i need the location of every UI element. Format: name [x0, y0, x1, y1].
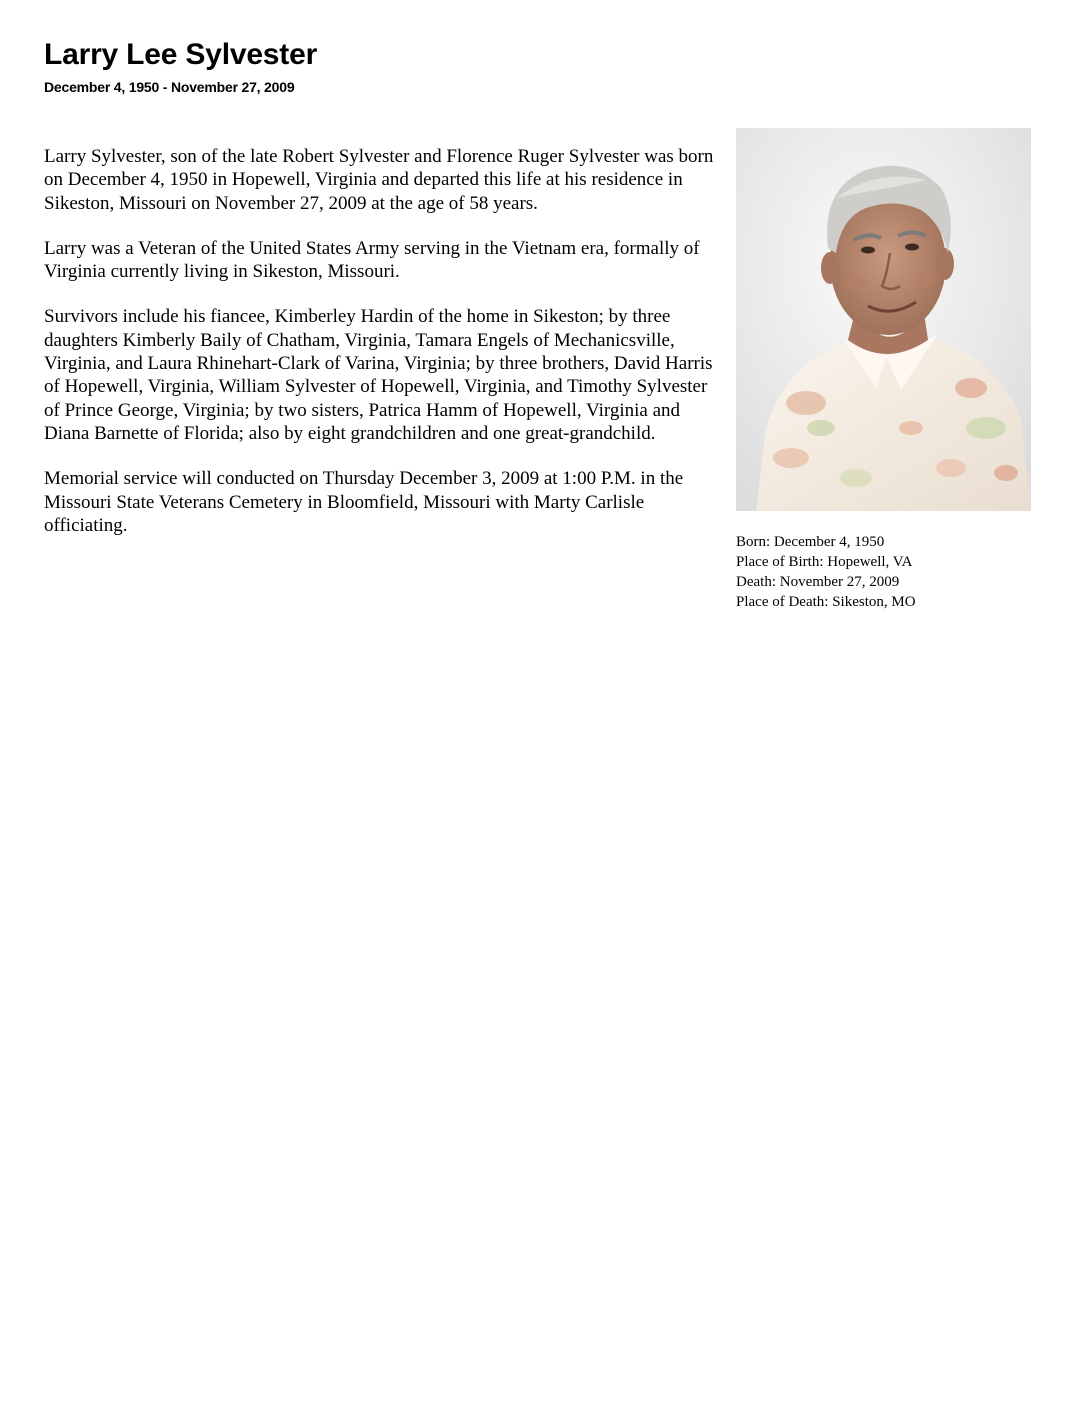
fact-born: Born: December 4, 1950 [736, 534, 885, 550]
fact-place-of-birth: Place of Birth: Hopewell, VA [736, 554, 913, 570]
fact-place-of-death: Place of Death: Sikeston, MO [736, 594, 916, 610]
obituary-paragraph-survivors: Survivors include his fiancee, Kimberley Hardin of the home in Sikeston; by three daughters Kimberly Baily of Chatham, Virginia, Tamara Engels of Mechanicsville, Virginia, and Laura Rhinehart-Clark of Varina, Virginia; by three brothers, David Harris of Hopewell, Virginia, William Sylvester of Hopewell, Virginia, and Timothy Sylvester of Prince George, Virginia; by two sisters, Patrica Hamm of Hopewell, Virginia and Diana Barnette of Florida; also by eight grandchildren and one great-grandchild. [44, 306, 713, 444]
life-dates: December 4, 1950 - November 27, 2009 [44, 79, 295, 95]
obituary-paragraph-memorial: Memorial service will conducted on Thursday December 3, 2009 at 1:00 P.M. in the Missouri State Veterans Cemetery in Bloomfield, Missouri with Marty Carlisle officiating. [44, 468, 684, 536]
portrait-illustration [736, 128, 1031, 511]
obituary-paragraph-veteran: Larry was a Veteran of the United States Army serving in the Vietnam era, formally of Virginia currently living in Sikeston, Missouri. [44, 237, 700, 283]
fact-death: Death: November 27, 2009 [736, 574, 900, 590]
portrait-photo [736, 128, 1031, 511]
obituary-text [44, 145, 724, 559]
vital-facts [736, 532, 1056, 612]
page-title: Larry Lee Sylvester [44, 38, 318, 71]
obituary-paragraph-birth: Larry Sylvester, son of the late Robert Sylvester and Florence Ruger Sylvester was born on December 4, 1950 in Hopewell, Virginia and departed this life at his residence in Sikeston, Missouri on November 27, 2009 at the age of 58 years. [44, 146, 714, 214]
